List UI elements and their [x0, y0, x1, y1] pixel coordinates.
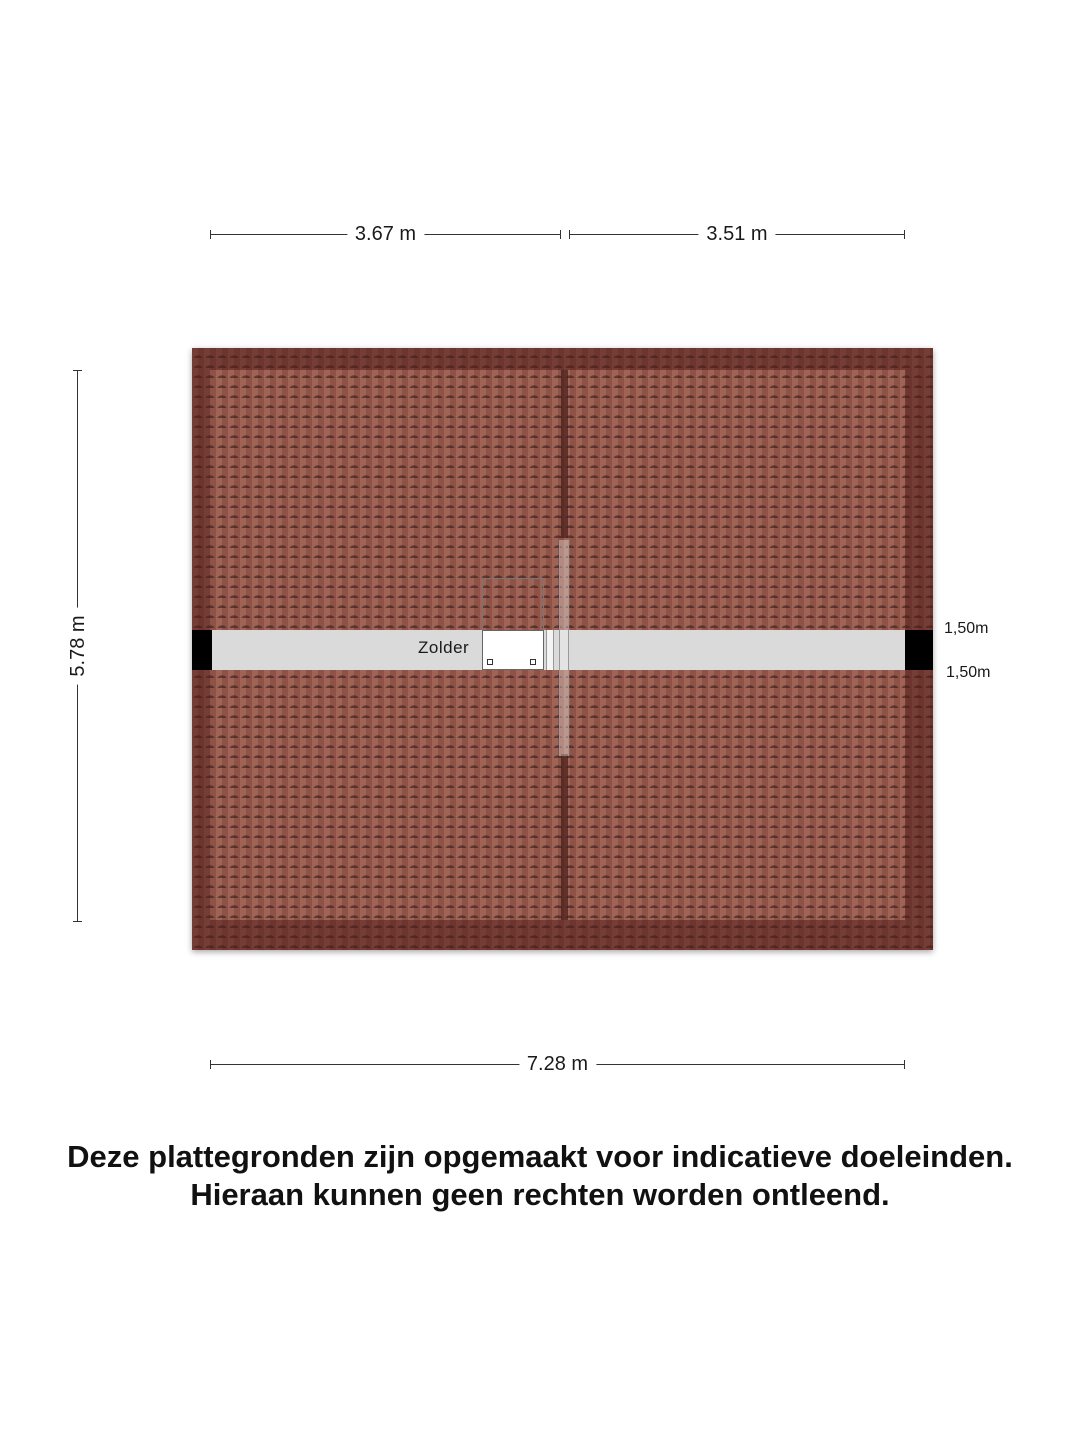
- disclaimer-line-1: Deze plattegronden zijn opgemaakt voor indicatieve doeleinden.: [67, 1139, 1013, 1174]
- dimension-label: 5.78 m: [66, 607, 90, 684]
- dimension-label: 7.28 m: [519, 1052, 596, 1076]
- disclaimer-line-2: Hieraan kunnen geen rechten worden ontleend.: [190, 1177, 890, 1212]
- roof-beam: [546, 630, 554, 670]
- roof-beam: [559, 540, 569, 756]
- hatch-corner-icon: [530, 659, 536, 665]
- room-label: Zolder: [418, 638, 470, 657]
- roof-ridge-upper: [561, 370, 568, 538]
- roof-edge-bottom: [192, 920, 933, 950]
- attic-floor-area: [210, 630, 905, 670]
- dimension-bottom: [210, 1053, 905, 1075]
- roof-edge-top: [192, 348, 933, 370]
- height-label-upper: 1,50m: [944, 620, 989, 637]
- wall-end-right: [905, 630, 933, 670]
- dimension-left: [67, 370, 89, 922]
- height-label-lower: 1,50m: [946, 664, 991, 681]
- dimension-top-left: [210, 223, 561, 245]
- roof-ridge-lower: [561, 754, 568, 920]
- wall-end-left: [192, 630, 212, 670]
- hatch-corner-icon: [487, 659, 493, 665]
- dimension-label: 3.51 m: [698, 222, 775, 246]
- disclaimer: [0, 1138, 1080, 1214]
- dimension-label: 3.67 m: [347, 222, 424, 246]
- dimension-top-right: [569, 223, 905, 245]
